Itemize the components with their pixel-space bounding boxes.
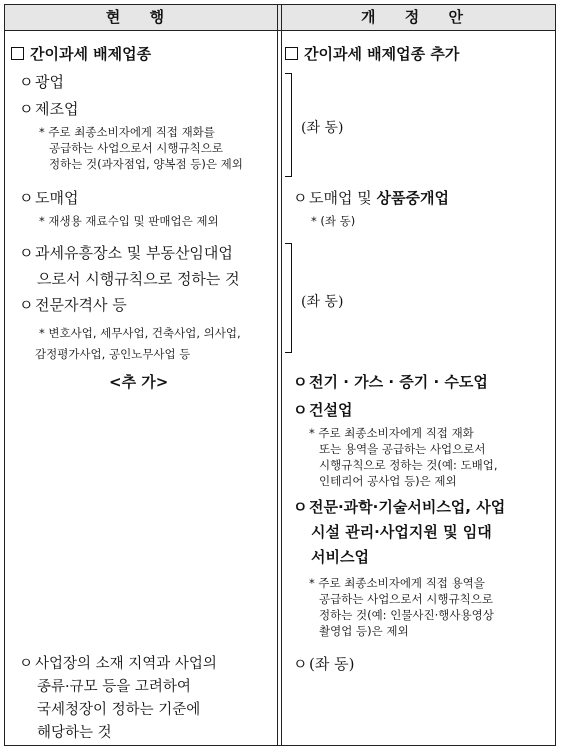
- left-added-label: <추 가>: [109, 373, 169, 391]
- right-same-1: (좌 동): [301, 120, 344, 136]
- circle-bullet-icon: ㅇ: [19, 656, 34, 672]
- left-item-location: ㅇ 사업장의 소재 지역과 사업의 종류·규모 등을 고려하여 국세청장이 정하는 기준에 해당하는 것: [19, 653, 217, 745]
- right-section-title: 간이과세 배제업종 추가: [285, 43, 459, 64]
- left-prof-note: * 변호사업, 세무사업, 건축사업, 의사업, 감정평가사업, 공인노무사업 등: [35, 326, 241, 361]
- circle-bullet-icon: ㅇ: [19, 100, 34, 118]
- square-bullet-icon: [11, 47, 24, 60]
- right-item-utilities: ㅇ 전기 · 가스 · 증기 · 수도업: [293, 373, 488, 391]
- right-item-services: ㅇ 전문·과학·기술서비스업, 사업 시설 관리·사업지원 및 임대 서비스업: [293, 495, 505, 570]
- right-same-2: (좌 동): [301, 294, 344, 310]
- right-constr-note: * 주로 최종소비자에게 직접 재화 또는 용역을 공급하는 사업으로서 시행규칙으로 정하는 것(예: 도배업, 인테리어 공사업 등)은 제외: [309, 426, 498, 488]
- left-item-manufacturing: ㅇ 제조업: [19, 100, 79, 118]
- right-services-note: * 주로 최종소비자에게 직접 용역을 공급하는 사업으로서 시행규칙으로 정하는 것(예: 인물사진·행사용영상 촬영업 등)은 제외: [309, 576, 494, 638]
- left-item-entertainment: ㅇ 과세유흥장소 및 부동산임대업 으로서 시행규칙으로 정하는 것: [19, 240, 240, 292]
- left-wholesale-note: * 재생용 재료수입 및 판매업은 제외: [39, 214, 219, 228]
- circle-bullet-icon: ㅇ: [293, 401, 308, 419]
- square-bullet-icon: [285, 47, 298, 60]
- left-section-title: 간이과세 배제업종: [11, 43, 151, 64]
- right-wholesale-note: * (좌 동): [311, 214, 356, 228]
- left-item-mining: ㅇ 광업: [19, 73, 64, 91]
- circle-bullet-icon: ㅇ: [19, 73, 34, 91]
- circle-bullet-icon: ㅇ: [293, 498, 308, 516]
- table-header: [5, 5, 555, 31]
- comparison-table: [4, 4, 556, 746]
- bracket-group-2: [285, 243, 292, 353]
- circle-bullet-icon: ㅇ: [293, 189, 308, 207]
- column-divider: [277, 5, 278, 745]
- circle-bullet-icon: ㅇ: [293, 373, 308, 391]
- bracket-group-1: [285, 73, 292, 177]
- header-revised: 개 정 안: [361, 8, 475, 26]
- left-mfg-note: * 주로 최종소비자에게 직접 재화를 공급하는 사업으로서 시행규칙으로 정하는 것(과자점업, 양복점 등)은 제외: [39, 125, 243, 171]
- header-current: 현 행: [105, 8, 177, 26]
- left-item-wholesale: ㅇ 도매업: [19, 189, 79, 207]
- column-divider: [281, 5, 282, 745]
- circle-bullet-icon: ㅇ: [293, 655, 308, 673]
- circle-bullet-icon: ㅇ: [19, 244, 34, 262]
- left-item-professional: ㅇ 전문자격사 등: [19, 296, 127, 314]
- circle-bullet-icon: ㅇ: [19, 296, 34, 314]
- circle-bullet-icon: ㅇ: [19, 189, 34, 207]
- right-item-same-3: ㅇ (좌 동): [293, 655, 355, 673]
- right-item-wholesale: ㅇ 도매업 및 상품중개업: [293, 189, 449, 207]
- right-item-construction: ㅇ 건설업: [293, 401, 353, 419]
